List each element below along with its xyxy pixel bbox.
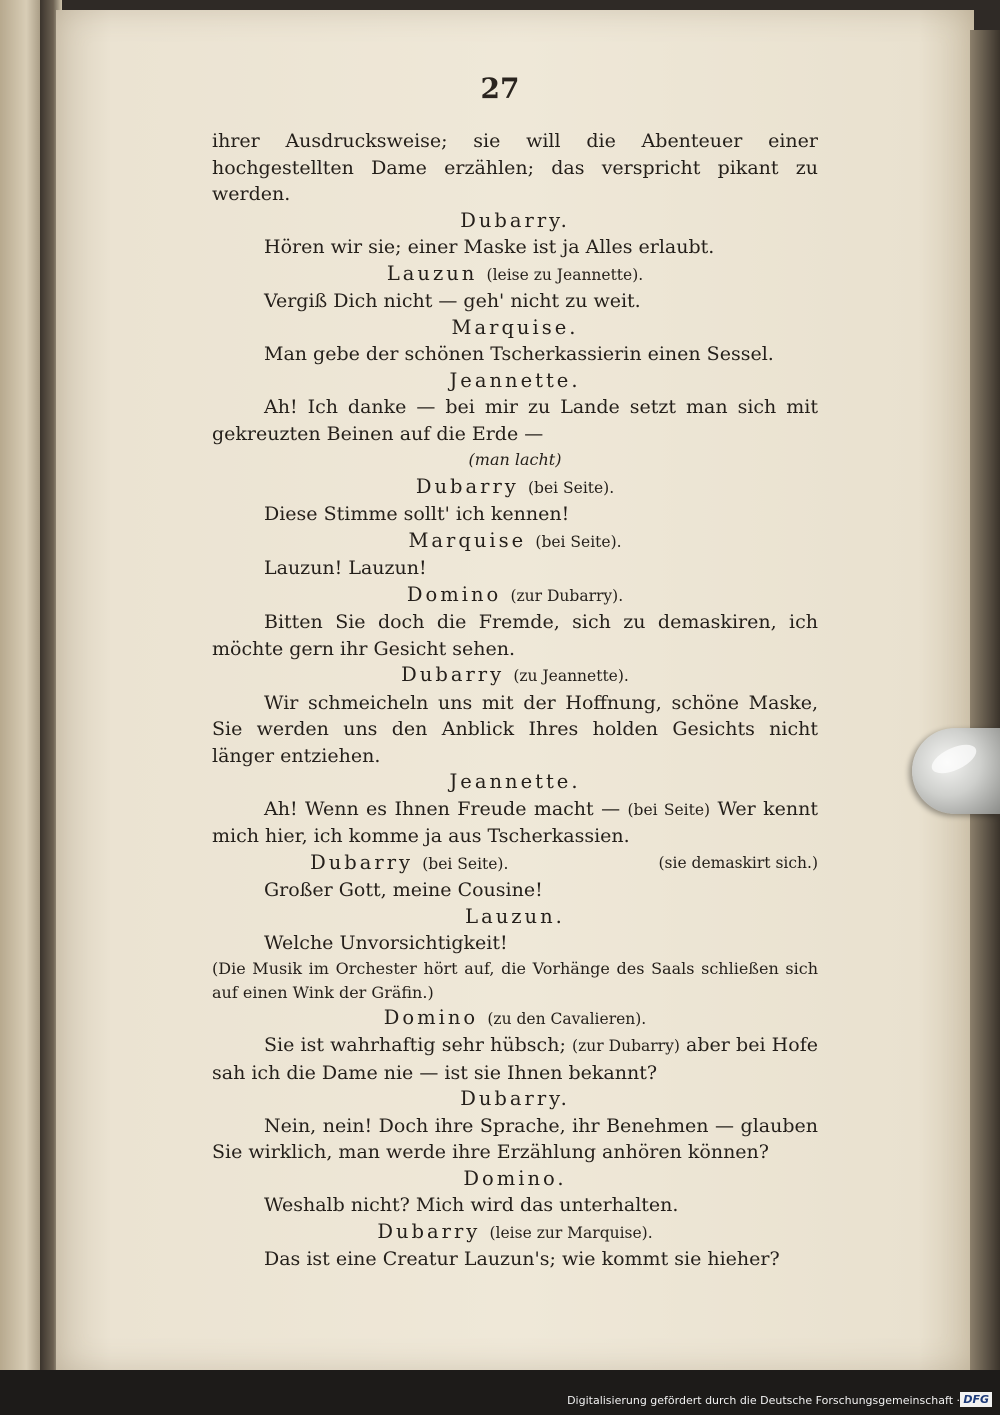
speaker-heading [212,368,818,395]
page-number: 27 [480,72,520,105]
speaker-heading [212,662,818,690]
speaker-name: Lauzun [386,261,478,285]
speaker-direction: (leise zur Marquise). [489,1223,653,1242]
speaker-direction: (bei Seite). [528,478,615,497]
speaker-heading [212,769,818,796]
dialogue-paragraph: Vergiß Dich nicht — geh' nicht zu weit. [264,290,641,312]
dialogue-paragraph: Das ist eine Creatur Lauzun's; wie kommt sie hieher? [264,1248,780,1270]
speaker-heading [212,1219,818,1247]
dialogue-paragraph: Großer Gott, meine Cousine! [264,879,543,901]
speaker-direction: (zu den Cavalieren). [487,1009,647,1028]
footer-credit: Digitalisierung gefördert durch die Deutsche Forschungsgemeinschaft · [567,1394,960,1407]
dialogue-text: Wer kennt mich hier, ich komme ja aus Tscherkassien. [212,797,818,847]
dialogue-paragraph: Welche Unvorsichtigkeit! [264,932,508,954]
speaker-name: Domino. [463,1166,567,1190]
speaker-name: Dubarry [401,663,505,686]
speaker-name: Domino [383,1005,479,1029]
inline-direction: (bei Seite) [627,800,711,819]
speaker-heading [212,315,818,342]
speaker-name: Dubarry [377,1219,481,1243]
dialogue-text: Sie ist wahrhaftig sehr hübsch; [264,1034,566,1056]
page-clip [912,728,1000,814]
speaker-heading [212,582,818,610]
dialogue-paragraph: Wir schmeicheln uns mit der Hoffnung, schöne Maske, Sie werden uns den Anblick Ihres holden Gesichts nicht länger entziehen. [212,691,818,767]
speaker-direction: (zu Jeannette). [513,667,629,685]
dialogue-paragraph: Diese Stimme sollt' ich kennen! [264,503,570,525]
page-edge-shadow [970,30,1000,1370]
speaker-heading [212,261,818,289]
page-text [212,128,818,1273]
dialogue-paragraph: Bitten Sie doch die Fremde, sich zu demaskiren, ich möchte gern ihr Gesicht sehen. [212,611,818,660]
dialogue-paragraph: Lauzun! Lauzun! [264,557,427,579]
stage-direction-block: (Die Musik im Orchester hört auf, die Vorhänge des Saals schließen sich auf einen Wink der Gräfin.) [212,958,818,1002]
speaker-direction: (bei Seite). [535,532,622,551]
speaker-heading [212,528,818,556]
speaker-name: Dubarry [310,850,414,874]
dialogue-paragraph: Weshalb nicht? Mich wird das unterhalten. [264,1194,679,1216]
speaker-heading [212,1166,818,1193]
inline-direction: (zur Dubarry) [572,1037,680,1055]
dfg-logo-icon: DFG [960,1392,992,1407]
speaker-name: Marquise [408,528,527,552]
speaker-name: Domino [406,582,502,606]
speaker-direction: (leise zu Jeannette). [486,265,644,284]
stage-direction: (man lacht) [468,450,562,469]
dialogue-text: aber bei Hofe sah ich die Dame nie — ist sie Ihnen bekannt? [212,1034,818,1084]
dialogue-text: Ah! Wenn es Ihnen Freude macht — [264,797,621,820]
dialogue-paragraph: Hören wir sie; einer Maske ist ja Alles erlaubt. [264,236,715,258]
speaker-name: Dubarry. [460,208,570,232]
inline-direction: (sie demaskirt sich.) [658,853,818,872]
speaker-direction: (bei Seite). [422,854,509,873]
speaker-heading [212,904,818,931]
dialogue-paragraph: ihrer Ausdrucksweise; sie will die Abenteuer einer hochgestellten Dame erzählen; das verspricht pikant zu werden. [212,130,818,205]
speaker-heading [212,1086,818,1113]
speaker-heading [212,474,818,502]
dialogue-paragraph [212,1032,818,1086]
speaker-direction: (zur Dubarry). [510,586,624,605]
dialogue-paragraph: Nein, nein! Doch ihre Sprache, ihr Benehmen — glauben Sie wirklich, man werde ihre Erzählung anhören können? [212,1114,818,1163]
dialogue-paragraph: Ah! Ich danke — bei mir zu Lande setzt man sich mit gekreuzten Beinen auf die Erde — [212,396,818,445]
speaker-heading [212,1005,818,1033]
speaker-name: Lauzun. [465,904,565,928]
speaker-name: Jeannette. [449,770,581,793]
speaker-heading [212,208,818,235]
speaker-name: Marquise. [451,315,579,339]
speaker-name: Dubarry. [460,1087,570,1110]
speaker-name: Dubarry [415,474,519,498]
dialogue-paragraph: Man gebe der schönen Tscherkassierin einen Sessel. [264,343,774,365]
footer-bar [0,1370,1000,1415]
speaker-name: Jeannette. [449,368,581,392]
